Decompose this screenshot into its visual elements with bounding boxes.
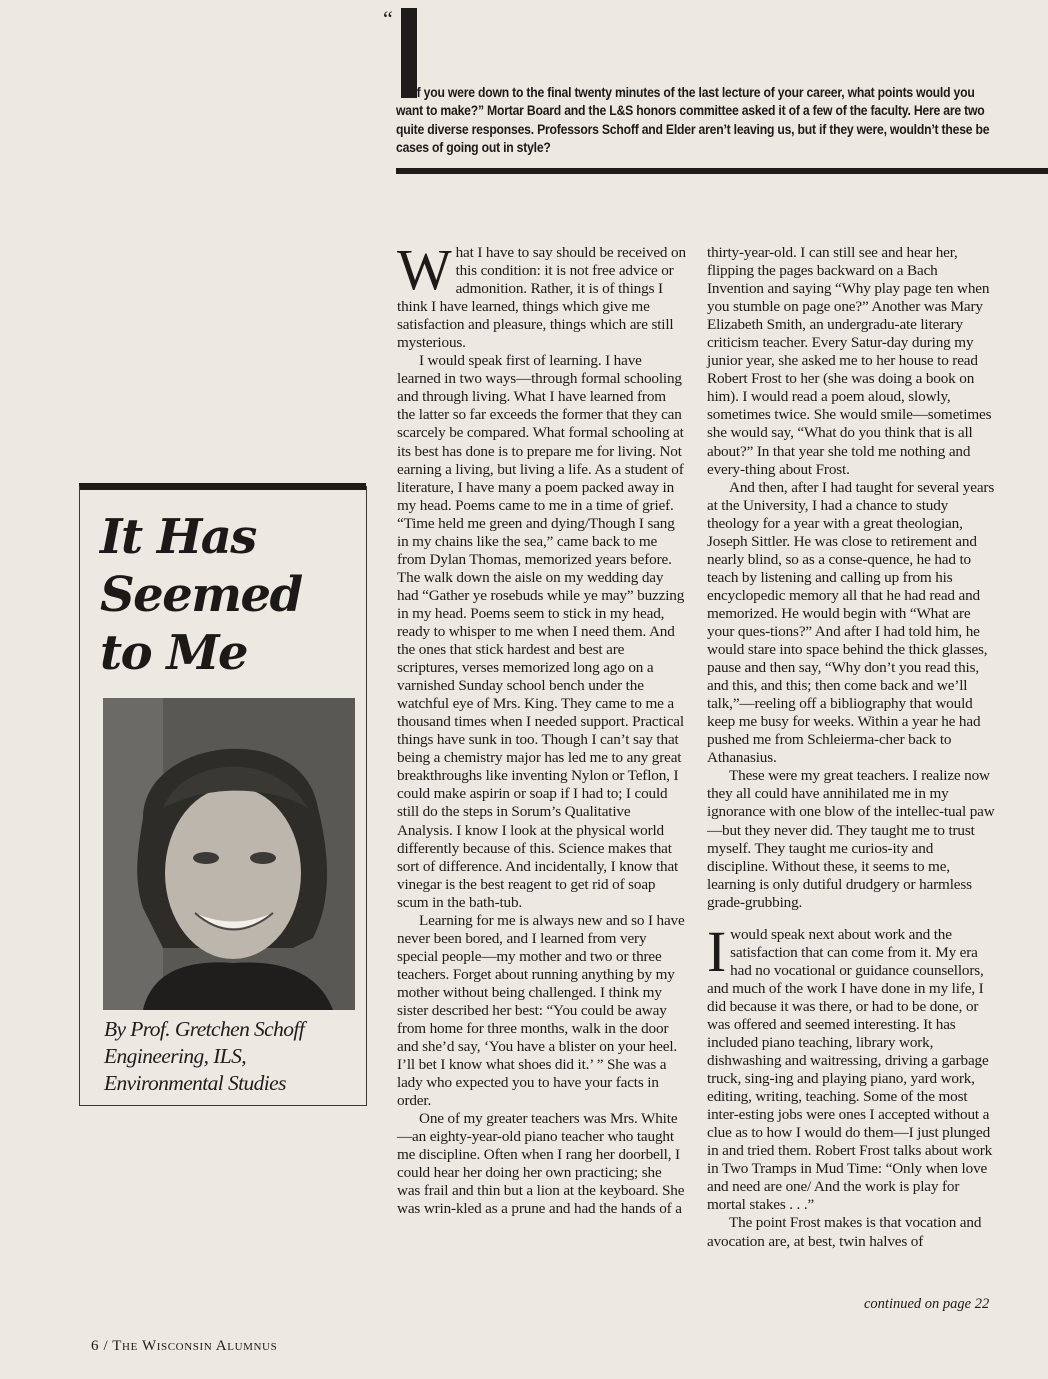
paragraph: Iwould speak next about work and the satisfaction that can come from it. My era had no vocational or guidance counsellors, and much of the work I have done in my life, I did because it was there, or had to be done, or was offered and seemed interesting. It has included piano teaching, library work, dishwashing and waitressing, driving a garbage truck, sing-ing and playing piano, yard work, editing, writing, teaching. Some of the most inter-esting jobs were ones I accepted without a clue as to how I would do them—I just plunged in and tried them. Robert Frost talks about work in Two Tramps in Mud Time: “Only when love and need are one/ And the work is play for mortal stakes . . .” — [707, 918, 993, 1214]
intro-divider — [396, 168, 1048, 174]
title-line-3: to Me — [100, 625, 248, 681]
drop-cap: I — [707, 918, 727, 984]
paragraph: I would speak first of learning. I have learned in two ways—through formal schooling and through living. What I have learned from the latter so far exceeds the former that they can scarcely be compared. What formal schooling at its best has done is to prepare me for living. Not earning a living, but living a life. As a student of literature, I have many a poem packed away in my head. Poems came to me in a time of grief. “Time held me green and dying/Though I sang in my chains like the sea,” came back to me from Dylan Thomas, memorized years before. The walk down the aisle on my wedding day had “Gather ye rosebuds while ye may” buzzing in my head. Poems seem to stick in my head, ready to whisper to me when I need them. And the ones that stick hardest and best are scriptures, verses memorized long ago on a varnished Sunday school bench under the watchful eye of Mrs. King. They came to me a thousand times when I needed support. Practical things have sunk in too. Though I can’t say that being a chemistry major has led me to any great breakthroughs like inventing Nylon or Teflon, I could make aspirin or soap if I had to; I could still do the steps in Sorum’s Qualitative Analysis. I know I look at the physical world differently because of this. Science makes that sort of difference. And incidentally, I know that vinegar is the best reagent to get rid of soap scum in the bath-tub. — [397, 352, 685, 911]
paragraph: Learning for me is always new and so I have never been bored, and I learned from very special people—my mother and two or three teachers. Forget about running anything by my mother without being challenged. I think my sister described her best: “You could be away from home for three months, walk in the door and she’d say, ‘You have a blister on your heel. I’ll bet I know what shoes did it.’ ” She was a lady who expected you to have your facts in order. — [397, 911, 685, 1110]
drop-cap: W — [397, 237, 452, 302]
byline-dept-1: Engineering, ILS, — [104, 1044, 247, 1068]
open-quote-mark: “ — [383, 6, 393, 31]
paragraph: The point Frost makes is that vocation and avocation are, at best, twin halves of — [707, 1214, 982, 1250]
intro-text: f you were down to the final twenty minutes of the last lecture of your career, what points would you want to make?” Mortar Board and the L&S honors committee asked it of a few of the faculty. Here are two quite diverse responses. Professors Schoff and Elder aren’t leaving us, but if they were, wouldn’t these be cases of going out in style? — [396, 85, 990, 156]
paragraph: What I have to say should be received on this condition: it is not free advice or admonition. Rather, it is of things I think I have learned, things which give me satisfaction and pleasure, things which are still mysterious. — [397, 237, 686, 352]
title-line-2: Seemed — [100, 567, 302, 623]
article-column-2 — [707, 244, 997, 1251]
page-footer: 6 / The Wisconsin Alumnus — [91, 1338, 278, 1354]
paragraph: thirty-year-old. I can still see and hear her, flipping the pages backward on a Bach Invention and saying “Why play page ten when you stumble on page one?” Another was Mary Elizabeth Smith, an undergradu-ate literary criticism teacher. Every Satur-day during my junior year, she asked me to her house to read Robert Frost to her (she was doing a book on him). I would read a poem aloud, slowly, sometimes twice. She would smile—sometimes she would say, “What do you think that is all about?” In that year she told me nothing and every-thing about Frost. — [707, 244, 992, 478]
paragraph: One of my greater teachers was Mrs. White—an eighty-year-old piano teacher who taught me discipline. Often when I rang her doorbell, I could hear her doing her own practicing; she was frail and thin but a lion at the keyboard. She was wrin-kled as a prune and had the hands of a — [397, 1110, 685, 1218]
author-portrait — [103, 698, 355, 1010]
continued-note: continued on page 22 — [864, 1296, 990, 1312]
article-column-1 — [397, 237, 687, 1219]
paragraph: And then, after I had taught for several years at the University, I had a chance to study theology for a year with a great theologian, Joseph Sittler. He was close to retirement and nearly blind, so as a conse-quence, he had to teach by listening and calling up from his encyclopedic memory all that he had read and memorized. He would begin with “What are your ques-tions?” And after I had told him, he would stare into space behind the thick glasses, pause and then say, “Why don’t you read this, and this, and this; then come back and we’ll talk,”—reeling off a bibliography that would keep me busy for weeks. Within a year he had pushed me from Schleierma-cher back to Athanasius. — [707, 478, 995, 767]
byline-dept-2: Environmental Studies — [104, 1071, 286, 1095]
article-title — [100, 508, 360, 682]
byline — [104, 1016, 360, 1097]
paragraph: These were my great teachers. I realize now they all could have annihilated me in my ignorance with one blow of the intellec-tual paw—but they never did. They taught me to trust myself. They taught me curios-ity and discipline. Without these, it seems to me, learning is only dutiful drudgery or harmless grade-grubbing. — [707, 767, 995, 911]
byline-author: By Prof. Gretchen Schoff — [104, 1017, 305, 1041]
title-line-1: It Has — [100, 509, 256, 565]
